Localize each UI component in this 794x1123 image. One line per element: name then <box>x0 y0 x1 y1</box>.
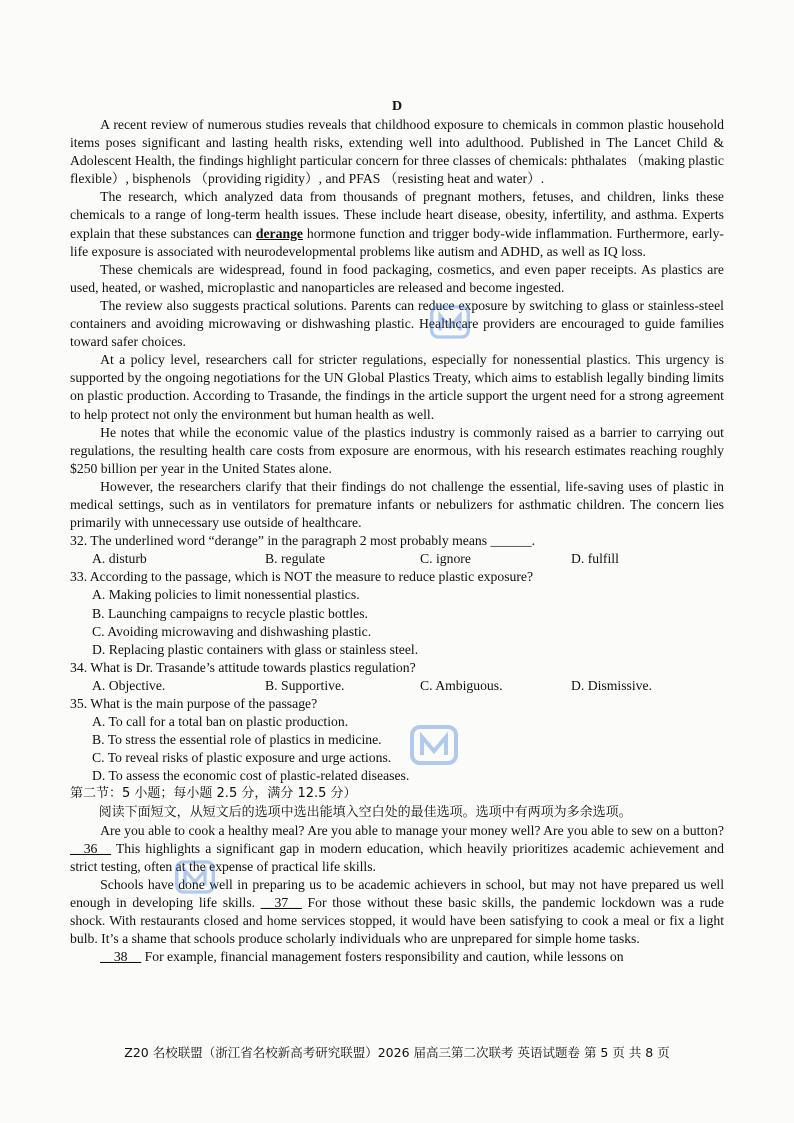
options-row <box>92 550 724 568</box>
option-b[interactable]: B. To stress the essential role of plastics in medicine. <box>92 732 382 748</box>
cloze-paragraph-3: __38__ For example, financial management fosters responsibility and caution, while lessons on <box>100 949 624 965</box>
option-c[interactable]: C. Ambiguous. <box>420 677 503 693</box>
option-d[interactable]: D. Replacing plastic containers with glass or stainless steel. <box>92 641 419 657</box>
part2-heading: 第二节：5 小题；每小题 2.5 分，满分 12.5 分） <box>70 786 357 802</box>
option-c[interactable]: C. To reveal risks of plastic exposure and urge actions. <box>92 750 392 766</box>
blank-36[interactable]: __36__ <box>70 840 112 856</box>
option-a[interactable]: A. Making policies to limit nonessential plastics. <box>92 587 360 603</box>
passage-paragraph-2: The research, which analyzed data from thousands of pregnant mothers, fetuses, and children, links these chemicals to a range of long-term health issues. These include heart disease, obesity, infertility, and asthma. Experts explain that these substances can derange hormone function and trigger body-wide inflammation. Furthermore, early-life exposure is associated with neurodevelopmental problems like autism and ADHD, as well as IQ loss. <box>70 189 724 259</box>
option-d[interactable]: D. fulfill <box>571 551 619 567</box>
section-letter: D <box>391 99 403 114</box>
part2-instruction: 阅读下面短文，从短文后的选项中选出能填入空白处的最佳选项。选项中有两项为多余选项。 <box>98 804 632 820</box>
underlined-word: derange <box>255 225 303 241</box>
options-row <box>92 677 724 695</box>
option-c[interactable]: C. ignore <box>420 551 471 567</box>
passage-paragraph-3: These chemicals are widespread, found in food packaging, cosmetics, and even paper receipts. As plastics are used, heated, or washed, microplastic and nanoparticles are released and become ingested. <box>70 261 724 295</box>
question-stem: 34. What is Dr. Trasande’s attitude towards plastics regulation? <box>70 659 416 675</box>
passage-paragraph-7: However, the researchers clarify that their findings do not challenge the essential, life-saving uses of plastic in medical settings, such as in ventilators for premature infants or nebulizers for asthmatic children. The concern lies primarily with unnecessary use outside of healthcare. <box>70 478 724 531</box>
page-footer: Z20 名校联盟（浙江省名校新高考研究联盟）2026 届高三第二次联考 英语试题卷 第 5 页 共 8 页 <box>124 1045 670 1060</box>
question-32 <box>70 532 724 568</box>
exam-page <box>70 98 724 966</box>
blank-37[interactable]: __37__ <box>260 895 302 911</box>
option-b[interactable]: B. Launching campaigns to recycle plastic bottles. <box>92 605 368 621</box>
question-35 <box>70 695 724 785</box>
cloze-paragraph-1: Are you able to cook a healthy meal? Are you able to manage your money well? Are you able to sew on a button? __36__ This highlights a significant gap in modern education, which heavily prioritizes academic achievement and strict testing, often at the expense of practical life skills. <box>70 822 724 874</box>
option-a[interactable]: A. Objective. <box>92 677 166 693</box>
question-34 <box>70 659 724 695</box>
passage-paragraph-6: He notes that while the economic value of the plastics industry is commonly raised as a barrier to carrying out regulations, the resulting health care costs from exposure are enormous, with his research estimates reaching roughly $250 billion per year in the United States alone. <box>70 424 724 476</box>
blank-38[interactable]: __38__ <box>100 949 142 965</box>
question-stem: 35. What is the main purpose of the passage? <box>70 696 318 711</box>
option-b[interactable]: B. Supportive. <box>265 677 345 693</box>
question-33 <box>70 568 724 658</box>
option-a[interactable]: A. disturb <box>92 551 147 567</box>
option-d[interactable]: D. Dismissive. <box>571 677 652 693</box>
option-c[interactable]: C. Avoiding microwaving and dishwashing plastic. <box>92 623 372 639</box>
option-a[interactable]: A. To call for a total ban on plastic production. <box>92 714 349 730</box>
passage-paragraph-5: At a policy level, researchers call for stricter regulations, especially for nonessential plastics. This urgency is supported by the ongoing negotiations for the UN Global Plastics Treaty, which aims to establish legally binding limits on plastic production. According to Trasande, the findings in the article support the urgent need for a strong agreement to help protect not only the environment but human health as well. <box>70 352 724 422</box>
option-b[interactable]: B. regulate <box>265 551 326 567</box>
passage-paragraph-4: The review also suggests practical solutions. Parents can reduce exposure by switching to glass or stainless-steel containers and avoiding microwaving or dishwashing plastic. Healthcare providers are encouraged to guide families toward safer choices. <box>70 297 724 350</box>
question-stem: 33. According to the passage, which is NOT the measure to reduce plastic exposure? <box>70 569 534 585</box>
question-stem: 32. The underlined word “derange” in the paragraph 2 most probably means ______. <box>70 533 535 549</box>
option-d[interactable]: D. To assess the economic cost of plastic-related diseases. <box>92 768 410 784</box>
passage-paragraph-1: A recent review of numerous studies reveals that childhood exposure to chemicals in common plastic household items poses significant and lasting health risks, extending well into adulthood. Published in The Lancet Child & Adolescent Health, the findings highlight particular concern for three classes of chemicals: phthalates （making plastic flexible）, bisphenols （providing rigidity）, and PFAS （resisting heat and water）. <box>70 117 724 187</box>
cloze-paragraph-2: Schools have done well in preparing us to be academic achievers in school, but may not have prepared us well enough in developing life skills. __37__ For those without these basic skills, the pandemic lockdown was a rude shock. With restaurants closed and home services stopped, it would have been satisfying to cook a meal or fix a light bulb. It’s a shame that schools produce scholarly individuals who are unprepared for simple home tasks. <box>70 876 725 947</box>
